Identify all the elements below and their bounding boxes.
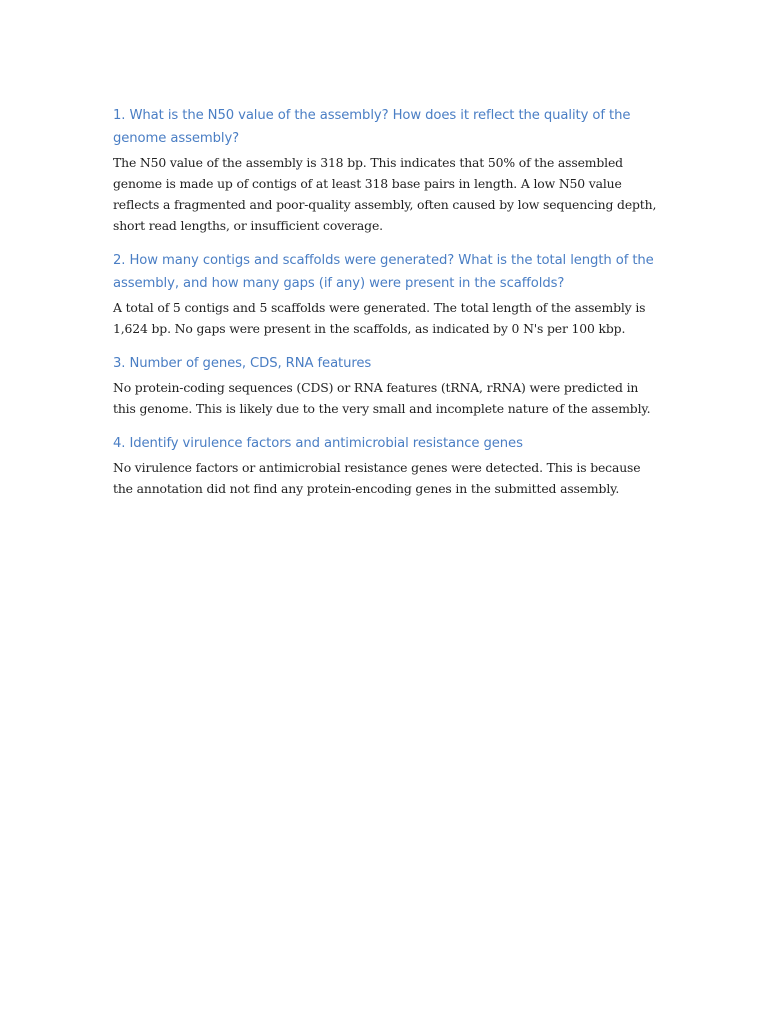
question-heading: 4. Identify virulence factors and antimicrobial resistance genes bbox=[113, 436, 523, 451]
answer-paragraph: No virulence factors or antimicrobial resistance genes were detected. This is because the annotation did not find any protein-encoding genes in the submitted assembly. bbox=[113, 460, 641, 496]
question-section-1 bbox=[113, 104, 658, 236]
answer-paragraph: The N50 value of the assembly is 318 bp. This indicates that 50% of the assembled genome is made up of contigs of at least 318 base pairs in length. A low N50 value reflects a fragmented and poor-quality assembly, often caused by low sequencing depth, short read lengths, or insufficient coverage. bbox=[113, 155, 657, 233]
question-heading: 1. What is the N50 value of the assembly? How does it reflect the quality of the genome assembly? bbox=[113, 108, 631, 146]
document-page bbox=[113, 104, 658, 512]
question-heading: 2. How many contigs and scaffolds were generated? What is the total length of the assembly, and how many gaps (if any) were present in the scaffolds? bbox=[113, 253, 654, 291]
question-heading: 3. Number of genes, CDS, RNA features bbox=[113, 356, 372, 371]
answer-paragraph: No protein-coding sequences (CDS) or RNA features (tRNA, rRNA) were predicted in this genome. This is likely due to the very small and incomplete nature of the assembly. bbox=[113, 380, 651, 416]
answer-paragraph: A total of 5 contigs and 5 scaffolds were generated. The total length of the assembly is 1,624 bp. No gaps were present in the scaffolds, as indicated by 0 N's per 100 kbp. bbox=[113, 300, 646, 336]
question-section-2 bbox=[113, 249, 658, 339]
question-section-4 bbox=[113, 432, 658, 499]
question-section-3 bbox=[113, 352, 658, 419]
